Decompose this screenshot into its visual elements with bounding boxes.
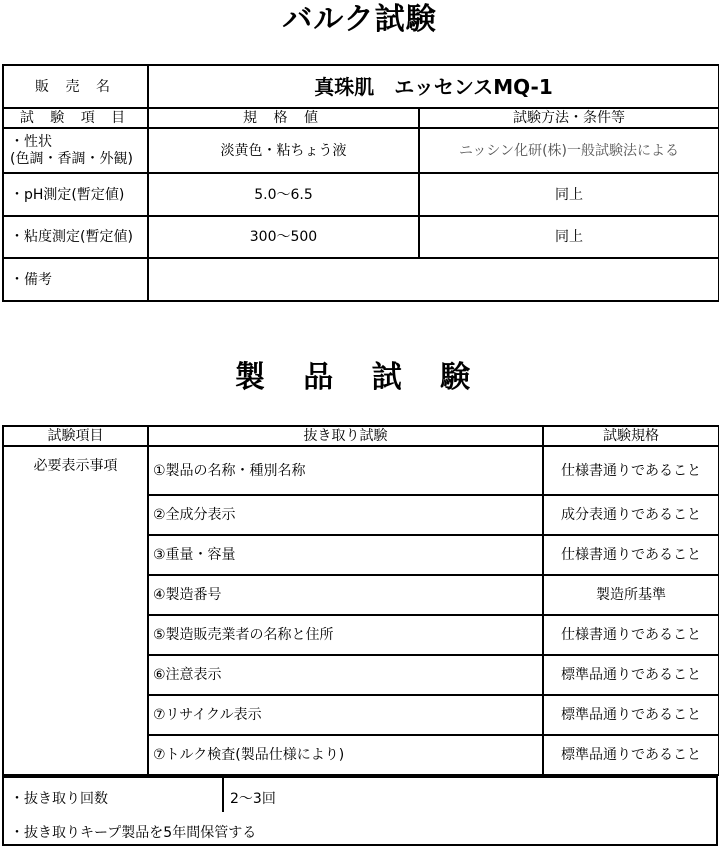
category-spacer [3, 535, 148, 575]
table-row [3, 128, 719, 173]
category-spacer [3, 495, 148, 535]
row-method: 同上 [419, 216, 719, 258]
table-row [3, 575, 719, 615]
bulk-test-table [2, 64, 719, 302]
category-spacer [3, 615, 148, 655]
header-sampling-test: 抜き取り試験 [148, 426, 543, 446]
sampling-count-label: ・抜き取り回数 [10, 791, 108, 807]
row-item: ①製品の名称・種別名称 [148, 446, 543, 495]
row-method: ニッシン化研(株)一般試験法による [419, 128, 719, 173]
table-row [3, 695, 719, 735]
category-label: 必要表示事項 [3, 446, 148, 495]
row-item: ・性状 (色調・香調・外観) [3, 128, 148, 173]
row-spec: 標準品通りであること [543, 655, 719, 695]
category-spacer [3, 655, 148, 695]
table-row [3, 535, 719, 575]
table-row [3, 655, 719, 695]
row-item: ・pH測定(暫定値) [3, 173, 148, 216]
row-item: ・粘度測定(暫定値) [3, 216, 148, 258]
row-spec: 仕様書通りであること [543, 615, 719, 655]
category-spacer [3, 735, 148, 775]
row-spec: 5.0～6.5 [148, 173, 419, 216]
bulk-test-title: バルク試験 [282, 2, 437, 37]
row-spec: 成分表通りであること [543, 495, 719, 535]
row-spec: 標準品通りであること [543, 695, 719, 735]
row-item: ⑥注意表示 [148, 655, 543, 695]
row-spec: 仕様書通りであること [543, 535, 719, 575]
footer-divider [222, 778, 224, 812]
bulk-header-row [3, 108, 719, 128]
product-name-value: 真珠肌 エッセンスMQ-1 [148, 65, 719, 108]
sampling-footer [2, 776, 718, 846]
row-spec: 仕様書通りであること [543, 446, 719, 495]
retention-note: ・抜き取りキープ製品を5年間保管する [10, 825, 257, 841]
header-test-standard: 試験規格 [543, 426, 719, 446]
table-row [3, 735, 719, 775]
product-test-title: 製 品 試 験 [234, 360, 485, 395]
product-test-table [2, 425, 719, 776]
product-name-row [3, 65, 719, 108]
row-spec: 淡黄色・粘ちょう液 [148, 128, 419, 173]
header-test-item: 試 験 項 目 [3, 108, 148, 128]
header-test-method: 試験方法・条件等 [419, 108, 719, 128]
header-test-item: 試験項目 [3, 426, 148, 446]
table-row [3, 446, 719, 495]
row-spec: 製造所基準 [543, 575, 719, 615]
table-row [3, 216, 719, 258]
row-item: ・備考 [3, 258, 148, 301]
sampling-count-value: 2～3回 [230, 791, 276, 807]
row-spec: 300～500 [148, 216, 419, 258]
table-row [3, 615, 719, 655]
row-item: ⑤製造販売業者の名称と住所 [148, 615, 543, 655]
row-item: ②全成分表示 [148, 495, 543, 535]
header-spec-value: 規 格 値 [148, 108, 419, 128]
table-row [3, 173, 719, 216]
product-header-row [3, 426, 719, 446]
table-row [3, 495, 719, 535]
row-item: ⑦トルク検査(製品仕様により) [148, 735, 543, 775]
category-spacer [3, 695, 148, 735]
row-item: ④製造番号 [148, 575, 543, 615]
remarks-cell [148, 258, 719, 301]
row-item: ③重量・容量 [148, 535, 543, 575]
row-method: 同上 [419, 173, 719, 216]
table-row [3, 258, 719, 301]
product-name-label: 販 売 名 [3, 65, 148, 108]
row-item: ⑦リサイクル表示 [148, 695, 543, 735]
row-spec: 標準品通りであること [543, 735, 719, 775]
category-spacer [3, 575, 148, 615]
